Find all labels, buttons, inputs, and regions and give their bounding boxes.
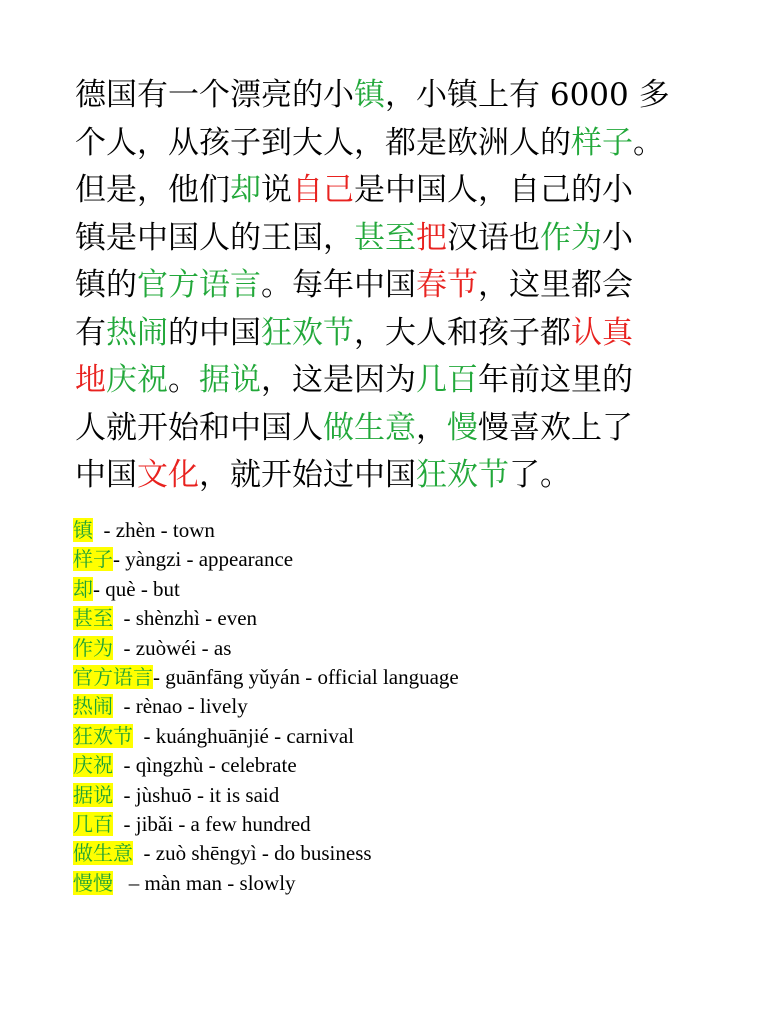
vocab-entry bbox=[73, 634, 713, 663]
vocab-definition: – màn man - slowly bbox=[128, 870, 296, 895]
passage-text: 年前这里的 bbox=[478, 362, 633, 398]
vocab-entry bbox=[73, 516, 713, 545]
keyword-green: 镇 bbox=[354, 77, 385, 113]
vocab-word: 据说 bbox=[73, 782, 113, 807]
vocab-definition: - shènzhì - even bbox=[123, 606, 258, 631]
passage-text: 了。 bbox=[509, 457, 571, 493]
vocab-word: 热闹 bbox=[73, 694, 113, 719]
passage-line bbox=[75, 167, 715, 215]
vocab-definition: - rènao - lively bbox=[123, 694, 248, 719]
keyword-green: 狂欢节 bbox=[416, 457, 509, 493]
vocab-word: 镇 bbox=[73, 518, 93, 542]
vocab-entry bbox=[73, 810, 713, 839]
vocab-entry bbox=[73, 604, 713, 633]
passage-text: 汉语也 bbox=[447, 219, 540, 256]
passage-text: 小 bbox=[602, 219, 633, 256]
passage-text: 镇是中国人的王国， bbox=[75, 219, 354, 256]
passage-text: 说 bbox=[261, 172, 292, 208]
vocab-definition: - zhèn - town bbox=[103, 518, 215, 542]
passage-text: 德国有一个漂亮的小 bbox=[75, 77, 354, 113]
vocabulary-list bbox=[73, 516, 713, 898]
vocab-definition: - jùshuō - it is said bbox=[123, 782, 280, 807]
vocab-word: 庆祝 bbox=[73, 753, 113, 778]
vocab-definition: - kuánghuānjié - carnival bbox=[143, 723, 354, 748]
story-passage bbox=[75, 72, 715, 500]
passage-text: 。每年中国 bbox=[261, 267, 416, 303]
passage-text: 中国 bbox=[75, 457, 137, 493]
vocab-word: 做生意 bbox=[73, 841, 133, 866]
keyword-green: 慢 bbox=[447, 409, 478, 446]
passage-text: 有 bbox=[75, 314, 106, 351]
passage-text: 慢喜欢上了 bbox=[478, 409, 633, 446]
keyword-green: 却 bbox=[230, 172, 261, 208]
vocab-word: 作为 bbox=[73, 635, 113, 660]
keyword-green: 作为 bbox=[540, 219, 602, 256]
passage-text: ，这里都会 bbox=[478, 267, 633, 303]
passage-text: 但是，他们 bbox=[75, 172, 230, 208]
vocab-definition: - guānfāng yǔyán - official language bbox=[153, 665, 459, 690]
passage-text: ，大人和孩子都 bbox=[354, 314, 571, 351]
keyword-red: 春节 bbox=[416, 267, 478, 303]
passage-line bbox=[75, 405, 715, 453]
vocab-definition: - qìngzhù - celebrate bbox=[123, 753, 297, 778]
vocab-entry bbox=[73, 692, 713, 721]
keyword-green: 做生意 bbox=[323, 409, 416, 446]
keyword-green: 甚至 bbox=[354, 219, 416, 256]
keyword-red: 把 bbox=[416, 219, 447, 256]
passage-line bbox=[75, 357, 715, 405]
passage-text: 的中国 bbox=[168, 314, 261, 351]
vocab-entry bbox=[73, 869, 713, 898]
passage-text: ，这是因为 bbox=[261, 362, 416, 398]
passage-text: 是中国人，自己的小 bbox=[354, 172, 633, 208]
passage-text: 。 bbox=[168, 362, 199, 398]
vocab-definition: - yàngzi - appearance bbox=[113, 547, 294, 572]
vocab-word: 狂欢节 bbox=[73, 723, 133, 748]
passage-text: 个人，从孩子到大人，都是欧洲人的 bbox=[75, 124, 571, 161]
keyword-red: 认真 bbox=[571, 314, 633, 351]
vocab-word: 却 bbox=[73, 576, 93, 601]
passage-line bbox=[75, 215, 715, 263]
passage-line bbox=[75, 452, 715, 500]
vocab-entry bbox=[73, 545, 713, 574]
passage-line bbox=[75, 262, 715, 310]
passage-line bbox=[75, 72, 715, 120]
vocab-definition: - què - but bbox=[93, 576, 180, 601]
passage-text: 人就开始和中国人 bbox=[75, 409, 323, 446]
keyword-red: 文化 bbox=[137, 457, 199, 493]
passage-text: ， bbox=[416, 409, 447, 446]
keyword-green: 几百 bbox=[416, 362, 478, 398]
vocab-word: 样子 bbox=[73, 547, 113, 572]
keyword-green: 热闹 bbox=[106, 314, 168, 351]
vocab-definition: - jibǎi - a few hundred bbox=[123, 812, 311, 837]
passage-text: 。 bbox=[633, 124, 664, 161]
vocab-word: 甚至 bbox=[73, 606, 113, 631]
vocab-word: 慢慢 bbox=[73, 870, 113, 895]
keyword-green: 据说 bbox=[199, 362, 261, 398]
passage-line bbox=[75, 120, 715, 168]
vocab-word: 官方语言 bbox=[73, 665, 153, 690]
vocab-entry bbox=[73, 839, 713, 868]
passage-text: 镇的 bbox=[75, 267, 137, 303]
keyword-green: 狂欢节 bbox=[261, 314, 354, 351]
passage-text: ，就开始过中国 bbox=[199, 457, 416, 493]
vocab-definition: - zuò shēngyì - do business bbox=[143, 841, 372, 866]
keyword-red: 地 bbox=[75, 362, 106, 398]
vocab-entry bbox=[73, 781, 713, 810]
keyword-green: 样子 bbox=[571, 124, 633, 161]
vocab-entry bbox=[73, 751, 713, 780]
keyword-red: 自己 bbox=[292, 172, 354, 208]
vocab-word: 几百 bbox=[73, 812, 113, 837]
vocab-definition: - zuòwéi - as bbox=[123, 635, 232, 660]
passage-line bbox=[75, 310, 715, 358]
keyword-green: 庆祝 bbox=[106, 362, 168, 398]
vocab-entry bbox=[73, 575, 713, 604]
vocab-entry bbox=[73, 722, 713, 751]
keyword-green: 官方语言 bbox=[137, 267, 261, 303]
vocab-entry bbox=[73, 663, 713, 692]
passage-text: ，小镇上有 6000 多 bbox=[385, 77, 670, 113]
